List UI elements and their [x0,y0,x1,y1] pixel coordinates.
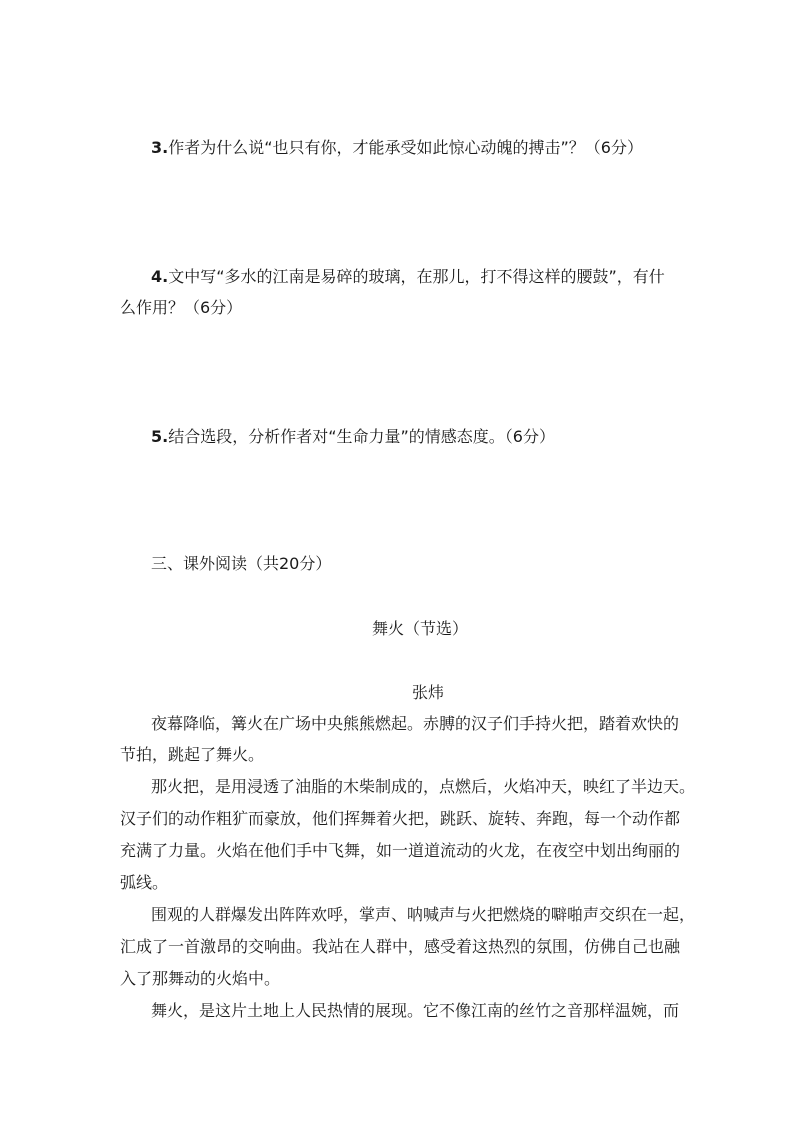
section-heading: 三、课外阅读（共20分） [151,554,332,573]
question-number: 5. [151,427,169,446]
question-5 [151,427,555,447]
question-text: 文中写“多水的江南是易碎的玻璃，在那儿，打不得这样的腰鼓”，有什 [168,267,665,286]
paragraph-1-line-2: 节拍，跳起了舞火。 [120,745,265,764]
question-text: 结合选段，分析作者对“生命力量”的情感态度。（6分） [168,427,555,446]
article-title: 舞火（节选） [371,619,468,638]
paragraph-3-line-1: 围观的人群爆发出阵阵欢呼，掌声、呐喊声与火把燃烧的噼啪声交织在一起， [151,905,696,924]
paragraph-2-line-4: 弧线。 [120,873,169,892]
paragraph-2-line-1: 那火把，是用浸透了油脂的木柴制成的，点燃后，火焰冲天，映红了半边天。 [151,777,696,796]
paragraph-3-line-3: 入了那舞动的火焰中。 [120,969,281,988]
question-text: 作者为什么说“也只有你，才能承受如此惊心动魄的搏击”？（6分） [168,138,643,157]
question-4 [151,267,665,287]
paragraph-2-line-2: 汉子们的动作粗犷而豪放，他们挥舞着火把，跳跃、旋转、奔跑，每一个动作都 [120,809,681,828]
article-author: 张炜 [411,683,444,702]
question-text-continued: 么作用？（6分） [120,298,243,317]
paragraph-4-line-1: 舞火，是这片土地上人民热情的展现。它不像江南的丝竹之音那样温婉，而 [151,1001,680,1020]
question-number: 3. [151,138,169,157]
paragraph-3-line-2: 汇成了一首激昂的交响曲。我站在人群中，感受着这热烈的氛围，仿佛自己也融 [120,937,681,956]
paragraph-2-line-3: 充满了力量。火焰在他们手中飞舞，如一道道流动的火龙，在夜空中划出绚丽的 [120,841,681,860]
paragraph-1-line-1: 夜幕降临，篝火在广场中央熊熊燃起。赤膊的汉子们手持火把，踏着欢快的 [151,714,680,733]
question-3 [151,138,643,158]
question-4-continuation [120,298,242,318]
question-number: 4. [151,267,169,286]
